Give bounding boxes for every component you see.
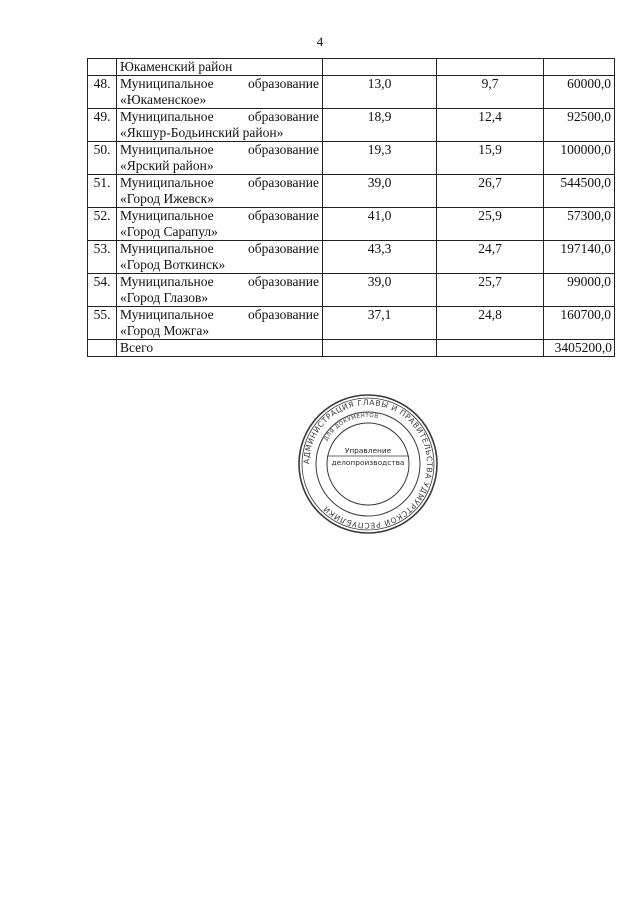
page-number: 4: [316, 34, 324, 49]
municipality-name-line-2: «Город Сарапул»: [120, 224, 218, 239]
stamp-outer-ring-text: АДМИНИСТРАЦИЯ ГЛАВЫ И ПРАВИТЕЛЬСТВА УДМУРТСКОЙ РЕСПУБЛИКИ: [301, 397, 435, 531]
value-1-cell: 39,0: [323, 175, 437, 208]
municipality-name-line-2: «Город Воткинск»: [120, 257, 226, 272]
allocation-table: [87, 58, 615, 357]
total-amount-cell: 3405200,0: [544, 340, 615, 357]
name-word: образование: [248, 241, 319, 256]
municipality-name-line-1: [120, 241, 319, 257]
name-word: Муниципальное: [120, 307, 214, 322]
value-1-cell: 43,3: [323, 241, 437, 274]
name-word: образование: [248, 208, 319, 223]
section-empty-cell: [323, 59, 437, 76]
name-word: Муниципальное: [120, 76, 214, 91]
amount-cell: 92500,0: [544, 109, 615, 142]
municipality-name-cell: [117, 307, 323, 340]
municipality-name-line-1: [120, 307, 319, 323]
table-row: [88, 109, 615, 142]
amount-cell: 544500,0: [544, 175, 615, 208]
table-row: [88, 175, 615, 208]
total-row: [88, 340, 615, 357]
official-seal-stamp: [297, 393, 439, 535]
municipality-name-line-1: [120, 274, 319, 290]
table-body: [88, 59, 615, 357]
section-empty-cell: [437, 59, 544, 76]
municipality-name-cell: [117, 142, 323, 175]
municipality-name-cell: [117, 208, 323, 241]
value-1-cell: 18,9: [323, 109, 437, 142]
row-number-cell: 55.: [88, 307, 117, 340]
value-2-cell: 24,7: [437, 241, 544, 274]
value-1-cell: 39,0: [323, 274, 437, 307]
municipality-name-line-1: [120, 76, 319, 92]
municipality-name-cell: [117, 241, 323, 274]
municipality-name-cell: [117, 109, 323, 142]
amount-cell: 99000,0: [544, 274, 615, 307]
table-row: [88, 142, 615, 175]
row-number-cell: 51.: [88, 175, 117, 208]
municipality-name-line-1: [120, 208, 319, 224]
municipality-name-line-2: «Якшур-Бодьинский район»: [120, 125, 284, 140]
row-number-cell: 53.: [88, 241, 117, 274]
section-num-cell: [88, 59, 117, 76]
section-empty-cell: [544, 59, 615, 76]
row-number-cell: 52.: [88, 208, 117, 241]
name-word: Муниципальное: [120, 142, 214, 157]
municipality-name-line-2: «Город Глазов»: [120, 290, 209, 305]
value-1-cell: 37,1: [323, 307, 437, 340]
value-2-cell: 25,7: [437, 274, 544, 307]
section-name-cell: Юкаменский район: [117, 59, 323, 76]
total-empty-cell: [323, 340, 437, 357]
name-word: Муниципальное: [120, 274, 214, 289]
row-number-cell: 50.: [88, 142, 117, 175]
amount-cell: 197140,0: [544, 241, 615, 274]
amount-cell: 60000,0: [544, 76, 615, 109]
municipality-name-line-1: [120, 142, 319, 158]
table-row: [88, 241, 615, 274]
value-2-cell: 24,8: [437, 307, 544, 340]
value-2-cell: 26,7: [437, 175, 544, 208]
municipality-name-line-1: [120, 175, 319, 191]
municipality-name-line-1: [120, 109, 319, 125]
name-word: Муниципальное: [120, 241, 214, 256]
name-word: образование: [248, 175, 319, 190]
row-number-cell: 48.: [88, 76, 117, 109]
municipality-name-cell: [117, 175, 323, 208]
stamp-inner-ring-text: ДЛЯ ДОКУМЕНТОВ: [323, 412, 379, 443]
value-1-cell: 19,3: [323, 142, 437, 175]
municipality-name-cell: [117, 76, 323, 109]
total-num-cell: [88, 340, 117, 357]
name-word: образование: [248, 307, 319, 322]
total-empty-cell: [437, 340, 544, 357]
total-label-cell: Всего: [117, 340, 323, 357]
value-1-cell: 13,0: [323, 76, 437, 109]
table-row: [88, 76, 615, 109]
table-row: [88, 208, 615, 241]
stamp-center-line-1: Управление: [344, 446, 392, 455]
stamp-center-line-2: делопроизводства: [331, 458, 405, 467]
name-word: образование: [248, 274, 319, 289]
municipality-name-line-2: «Юкаменское»: [120, 92, 207, 107]
row-number-cell: 54.: [88, 274, 117, 307]
name-word: образование: [248, 142, 319, 157]
name-word: образование: [248, 109, 319, 124]
value-2-cell: 12,4: [437, 109, 544, 142]
value-2-cell: 25,9: [437, 208, 544, 241]
municipality-name-line-2: «Город Ижевск»: [120, 191, 214, 206]
amount-cell: 100000,0: [544, 142, 615, 175]
name-word: Муниципальное: [120, 175, 214, 190]
municipality-name-line-2: «Ярский район»: [120, 158, 214, 173]
value-1-cell: 41,0: [323, 208, 437, 241]
table-row: [88, 307, 615, 340]
amount-cell: 160700,0: [544, 307, 615, 340]
name-word: образование: [248, 76, 319, 91]
row-number-cell: 49.: [88, 109, 117, 142]
value-2-cell: 15,9: [437, 142, 544, 175]
name-word: Муниципальное: [120, 109, 214, 124]
municipality-name-cell: [117, 274, 323, 307]
amount-cell: 57300,0: [544, 208, 615, 241]
name-word: Муниципальное: [120, 208, 214, 223]
section-row: [88, 59, 615, 76]
table-row: [88, 274, 615, 307]
value-2-cell: 9,7: [437, 76, 544, 109]
municipality-name-line-2: «Город Можга»: [120, 323, 210, 338]
